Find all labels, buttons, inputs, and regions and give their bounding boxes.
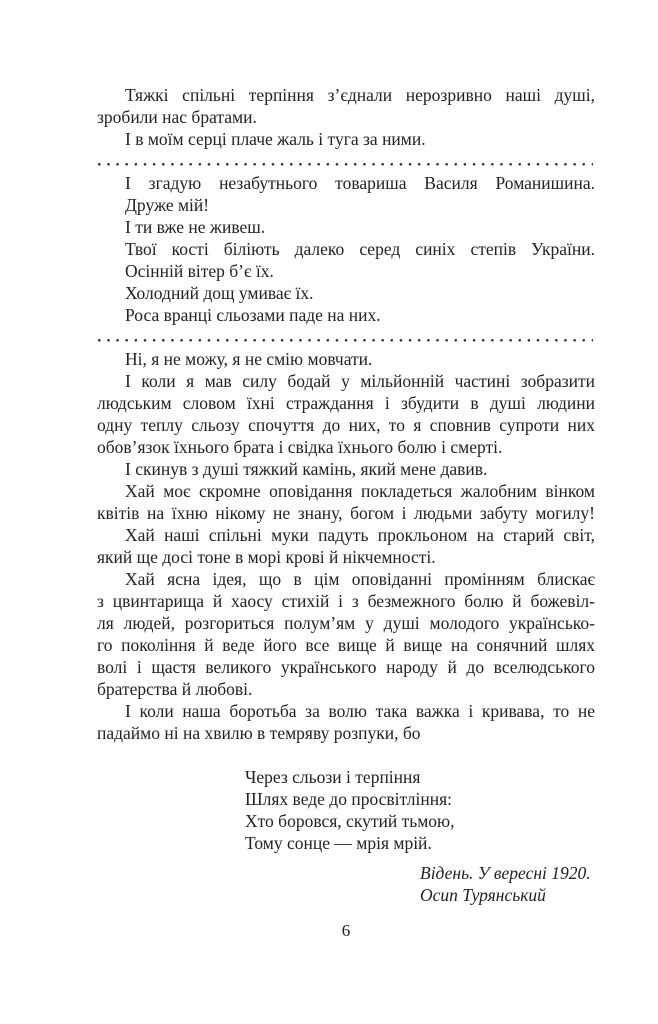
text-line: І коли наша боротьба за волю така важка і кривава, то не <box>125 701 595 721</box>
text-line: І в моїм серці плаче жаль і туга за ними. <box>125 129 426 149</box>
page-number: 6 <box>341 921 351 940</box>
text-line: волі і щастя великого українського народу й до вселюдського <box>97 657 595 677</box>
colophon <box>420 862 598 906</box>
text-line: зробили нас братами. <box>97 107 257 127</box>
text-line: квітів на їхню нікому не знану, богом і людьми забуту могилу! <box>97 503 595 523</box>
poem-line: Через сльози і терпіння <box>245 767 421 787</box>
section-break-dots <box>97 150 595 172</box>
date-place-line: Відень. У вересні 1920. <box>420 863 591 883</box>
text-line: ля людей, розгориться полум’ям у душі молодого українсько- <box>97 613 595 633</box>
poem-block <box>245 766 598 854</box>
text-line: Хай ясна ідея, що в цім оповіданні промінням блискає <box>125 569 595 589</box>
text-line: з цвинтарища й хаосу стихій і з безмежного болю й божевіл- <box>97 591 595 611</box>
poem-line: Шлях веде до просвітління: <box>245 789 452 809</box>
section-break-dots <box>97 326 595 348</box>
author-signature: Осип Турянський <box>420 885 546 905</box>
text-line: Твої кості біліють далеко серед синіх степів України. <box>125 239 595 259</box>
text-line: братерства й любові. <box>97 679 253 699</box>
poem-line: Тому сонце — мрія мрій. <box>245 833 432 853</box>
text-line: І ти вже не живеш. <box>125 217 266 237</box>
text-line: одну теплу сльозу спочуття до них, то я сповнив супроти них <box>97 415 595 435</box>
text-line: Осінній вітер б’є їх. <box>125 261 274 281</box>
text-line: який ще досі тоне в морі крові й нікчемності. <box>97 547 436 567</box>
text-line: людським словом їхні страждання і збудити в душі людини <box>97 393 595 413</box>
text-line: Роса вранці сльозами паде на них. <box>125 305 381 325</box>
text-line: І згадую незабутнього товариша Василя Романишина. <box>125 173 595 193</box>
text-line: обов’язок їхнього брата і свідка їхнього болю і смерті. <box>97 437 503 457</box>
text-line: Ні, я не можу, я не смію мовчати. <box>125 349 373 369</box>
text-line: Тяжкі спільні терпіння з’єднали нерозривно наші душі, <box>125 85 595 105</box>
text-line: І коли я мав силу бодай у мільйонній частині зобразити <box>125 371 595 391</box>
text-line: І скинув з душі тяжкий камінь, який мене давив. <box>125 459 488 479</box>
text-line: го покоління й веде його все вище й вище на сонячний шлях <box>97 635 595 655</box>
text-line: Холодний дощ умиває їх. <box>125 283 314 303</box>
body-text <box>97 84 595 744</box>
text-line: Хай наші спільні муки падуть прокльоном на старий світ, <box>125 525 595 545</box>
text-line: Друже мій! <box>125 195 210 215</box>
poem-line: Хто боровся, скутий тьмою, <box>245 811 455 831</box>
text-line: Хай моє скромне оповідання покладеться жалобним вінком <box>125 481 595 501</box>
text-line: падаймо ні на хвилю в темряву розпуки, бо <box>97 723 421 743</box>
